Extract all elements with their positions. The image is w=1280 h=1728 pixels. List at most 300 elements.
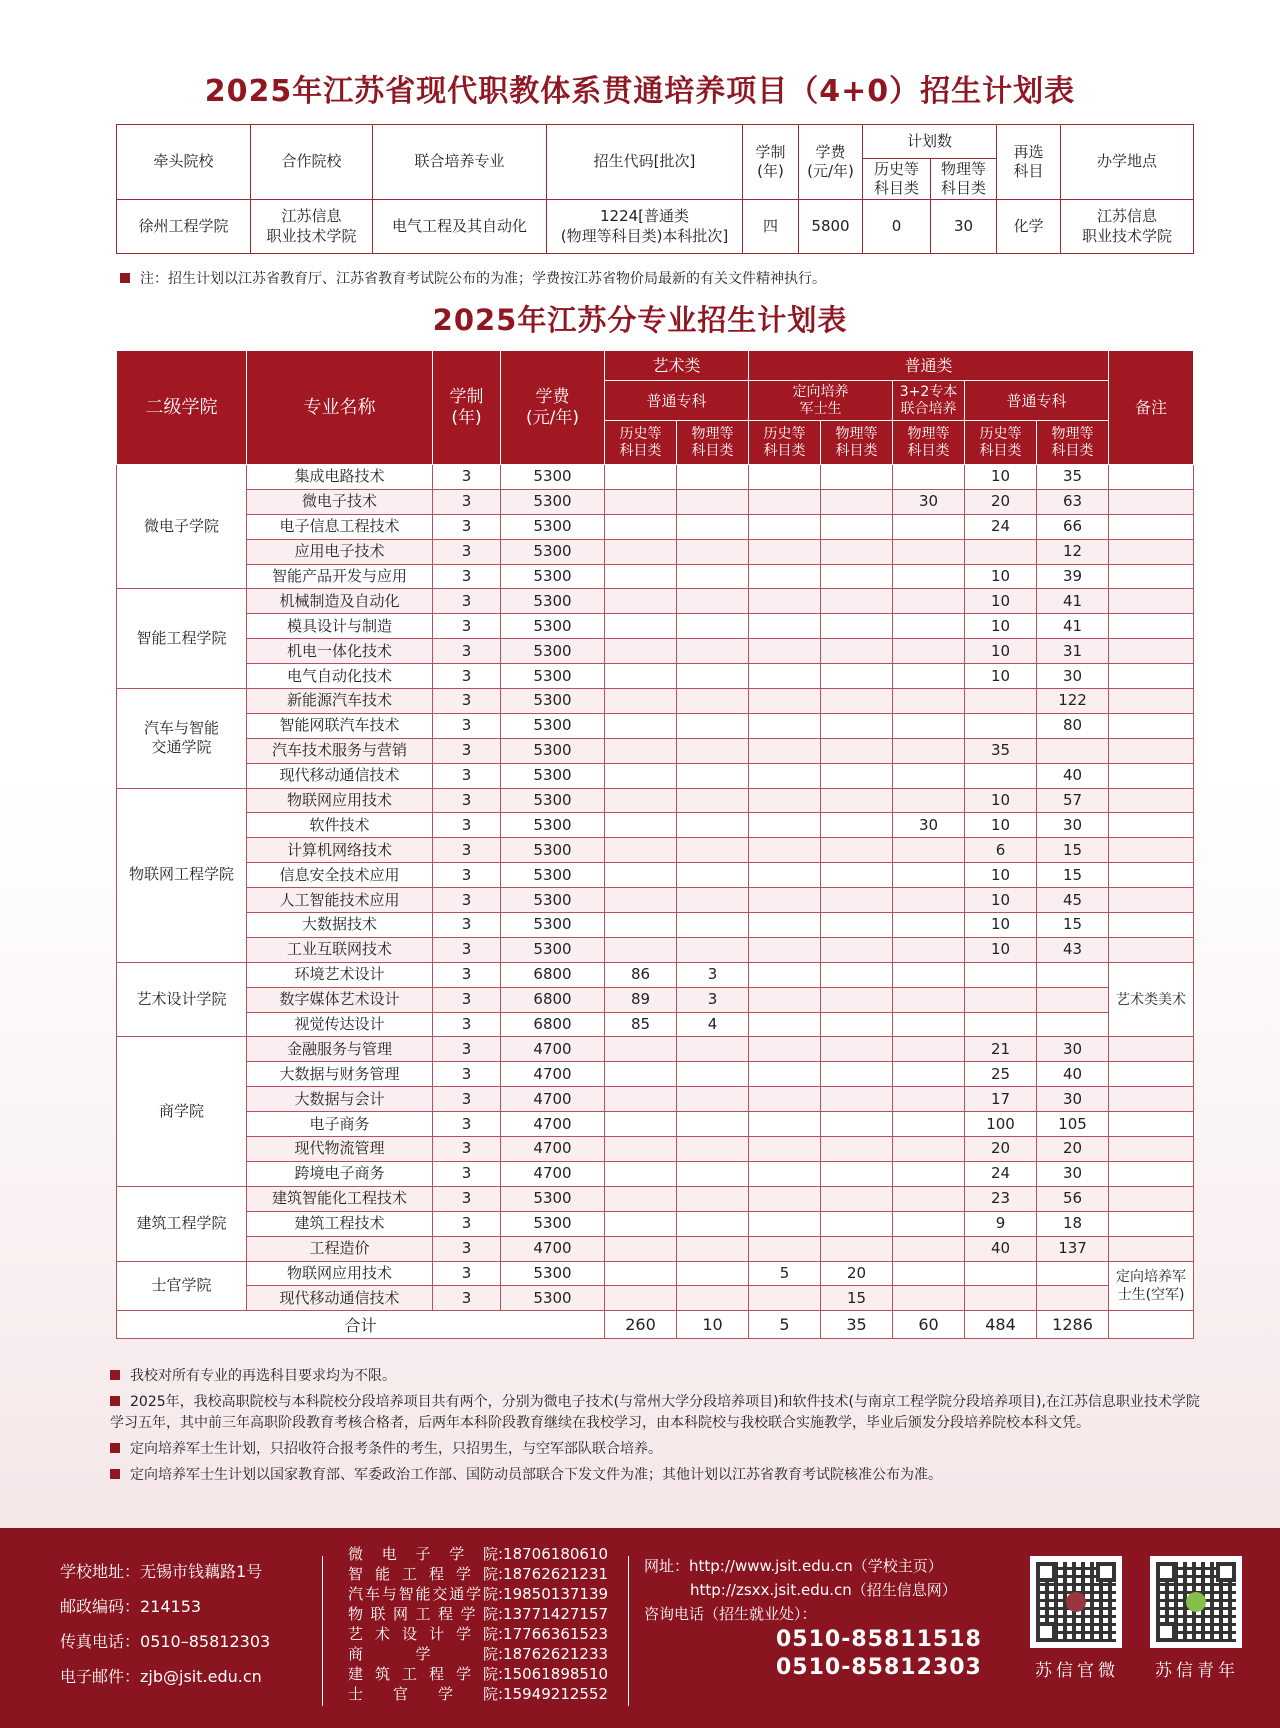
cell-value: 10: [965, 614, 1037, 639]
major-name: 数字媒体艺术设计: [247, 987, 433, 1012]
cell-value: [893, 713, 965, 738]
contact-key: 传真电话：: [60, 1632, 141, 1651]
cell-value: [821, 838, 893, 863]
remark-cell: [1109, 539, 1194, 564]
section-title: 2025年江苏分专业招生计划表: [432, 303, 848, 337]
cell-value: 10: [965, 888, 1037, 913]
th-regular: 普通专科: [965, 381, 1109, 421]
cell-value: [605, 713, 677, 738]
cell-value: [821, 1062, 893, 1087]
cell-value: [605, 589, 677, 614]
cell-value: [749, 639, 821, 664]
cell-value: [893, 1012, 965, 1037]
cell-value: [605, 888, 677, 913]
cell-value: 4700: [501, 1236, 605, 1261]
cell-value: [677, 1161, 749, 1186]
web-link-main[interactable]: http://www.jsit.edu.cn（学校主页）: [689, 1557, 943, 1575]
cell-value: 3: [433, 564, 501, 589]
remark-cell: [1109, 1137, 1194, 1162]
cell-value: 100: [965, 1112, 1037, 1137]
cell-value: 5300: [501, 888, 605, 913]
cell-value: 17: [965, 1087, 1037, 1112]
major-name: 软件技术: [247, 813, 433, 838]
remark-cell: [1109, 1236, 1194, 1261]
cell-value: [749, 664, 821, 689]
cell-value: 30: [893, 489, 965, 514]
remark-cell: [1109, 1062, 1194, 1087]
table-row: [117, 888, 1194, 913]
major-name: 模具设计与制造: [247, 614, 433, 639]
remark-cell: [1109, 888, 1194, 913]
qr-code-official: [1030, 1556, 1122, 1648]
th-years: 学制 (年): [743, 125, 799, 200]
major-name: 现代移动通信技术: [247, 763, 433, 788]
cell-value: [821, 937, 893, 962]
th-art-regular: 普通专科: [605, 381, 749, 421]
cell-value: 3: [433, 1062, 501, 1087]
cell-value: [677, 738, 749, 763]
qr-label-official: 苏信官微: [1035, 1661, 1119, 1681]
bullet-square-icon: [110, 1396, 120, 1406]
cell-value: [749, 1062, 821, 1087]
cell-value: 5300: [501, 664, 605, 689]
cell-value: [605, 1037, 677, 1062]
cell-value: [893, 913, 965, 938]
major-name: 工程造价: [247, 1236, 433, 1261]
cell-fee: 5800: [799, 200, 863, 254]
college-phone-number: :15061898510: [498, 1665, 609, 1683]
cell-value: 3: [433, 689, 501, 714]
cell-value: 30: [893, 813, 965, 838]
table-row: [117, 589, 1194, 614]
table-row: [117, 489, 1194, 514]
major-name: 物联网应用技术: [247, 788, 433, 813]
cell-value: [605, 1211, 677, 1236]
cell-value: [749, 1037, 821, 1062]
major-name: 现代物流管理: [247, 1137, 433, 1162]
th-fee: 学费 (元/年): [799, 125, 863, 200]
cell-value: [893, 564, 965, 589]
th-sub-phys-6: 物理等 科目类: [1037, 421, 1109, 465]
qr-code-youth: [1150, 1556, 1242, 1648]
table-row: [117, 738, 1194, 763]
note-text: 我校对所有专业的再选科目要求均为不限。: [130, 1368, 396, 1384]
th-joint: 3+2专本 联合培养: [893, 381, 965, 421]
major-name: 人工智能技术应用: [247, 888, 433, 913]
cell-value: [749, 937, 821, 962]
college-phone-line: [348, 1544, 608, 1564]
cell-value: [1037, 738, 1109, 763]
th-college: 二级学院: [117, 351, 247, 465]
major-name: 微电子技术: [247, 489, 433, 514]
cell-value: 3: [433, 1037, 501, 1062]
college-phone-name: 士官学院: [348, 1685, 498, 1703]
cell-value: 3: [433, 639, 501, 664]
cell-value: 56: [1037, 1186, 1109, 1211]
cell-value: 3: [433, 1112, 501, 1137]
cell-value: 5300: [501, 539, 605, 564]
page-title: 2025年江苏省现代职教体系贯通培养项目（4+0）招生计划表: [204, 74, 1076, 109]
table-row: [117, 1012, 1194, 1037]
cell-value: [677, 1112, 749, 1137]
consult-phone-2: 0510-85812303: [776, 1655, 982, 1680]
cell-value: [677, 664, 749, 689]
cell-value: [749, 713, 821, 738]
cell-value: 20: [965, 1137, 1037, 1162]
th-sub-hist-5: 历史等 科目类: [965, 421, 1037, 465]
cell-location: 江苏信息 职业技术学院: [1061, 200, 1194, 254]
cell-value: 5300: [501, 689, 605, 714]
cell-value: [677, 639, 749, 664]
cell-value: [677, 838, 749, 863]
cell-value: [605, 788, 677, 813]
cell-value: [893, 863, 965, 888]
cell-value: 3: [433, 962, 501, 987]
web-link-admission[interactable]: http://zsxx.jsit.edu.cn（招生信息网）: [690, 1581, 957, 1599]
cell-value: 4700: [501, 1112, 605, 1137]
cell-value: [821, 514, 893, 539]
cell-value: [893, 1087, 965, 1112]
major-name: 电气自动化技术: [247, 664, 433, 689]
cell-value: [605, 1087, 677, 1112]
cell-value: [677, 1137, 749, 1162]
cell-value: [605, 689, 677, 714]
cell-value: [605, 913, 677, 938]
bullet-square-icon: [110, 1370, 120, 1380]
cell-value: 4700: [501, 1161, 605, 1186]
contact-value: 无锡市钱藕路1号: [140, 1562, 263, 1581]
cell-value: [1037, 1261, 1109, 1286]
contact-info: [60, 1554, 270, 1694]
cell-value: 6800: [501, 1012, 605, 1037]
cell-value: [965, 1261, 1037, 1286]
cell-value: 3: [433, 713, 501, 738]
cell-value: 23: [965, 1186, 1037, 1211]
college-name: 建筑工程学院: [117, 1186, 247, 1261]
cell-value: 85: [605, 1012, 677, 1037]
cell-value: [605, 813, 677, 838]
college-name: 士官学院: [117, 1261, 247, 1311]
college-phone-name: 汽车与智能交通学院: [348, 1585, 498, 1603]
cell-value: [749, 913, 821, 938]
table-row: [117, 1062, 1194, 1087]
table-row: [117, 1137, 1194, 1162]
cell-value: 5: [749, 1261, 821, 1286]
major-name: 计算机网络技术: [247, 838, 433, 863]
cell-value: [893, 514, 965, 539]
cell-value: 3: [433, 913, 501, 938]
cell-value: [605, 863, 677, 888]
note-text: 2025年，我校高职院校与本科院校分段培养项目共有两个，分别为微电子技术(与常州大学分段培养项目)和软件技术(与南京工程学院分段培养项目),在江苏信息职业技术学院学习五年，其中前三年高职阶段教育考核合格者，后两年本科阶段教育继续在我校学习，由本科院校与我校联合实施教学，毕业后颁发分段培养院校本科文凭。: [110, 1394, 1200, 1431]
remark-cell: [1109, 1037, 1194, 1062]
cell-value: 20: [821, 1261, 893, 1286]
cell-value: [605, 1161, 677, 1186]
cell-value: [821, 1236, 893, 1261]
cell-value: [821, 888, 893, 913]
cell-value: [677, 1037, 749, 1062]
table-row: [117, 1261, 1194, 1286]
bullet-square-icon: [120, 273, 130, 283]
cell-value: [749, 788, 821, 813]
contact-line: [60, 1624, 270, 1659]
cell-value: 3: [433, 614, 501, 639]
cell-value: [893, 888, 965, 913]
cell-value: [605, 937, 677, 962]
cell-value: [1037, 962, 1109, 987]
cell-value: 3: [433, 1087, 501, 1112]
major-name: 智能网联汽车技术: [247, 713, 433, 738]
cell-value: 40: [1037, 1062, 1109, 1087]
cell-value: 15: [1037, 913, 1109, 938]
cell-value: 5300: [501, 1286, 605, 1311]
th-sub-hist-2: 历史等 科目类: [749, 421, 821, 465]
cell-value: [821, 1211, 893, 1236]
th-phys: 物理等 科目类: [931, 159, 997, 200]
cell-value: [821, 614, 893, 639]
notes-list: [110, 1366, 1200, 1491]
table-row: [117, 539, 1194, 564]
cell-value: 3: [433, 1012, 501, 1037]
cell-partner: 江苏信息 职业技术学院: [251, 200, 373, 254]
table-row: [117, 863, 1194, 888]
table-row: [117, 763, 1194, 788]
cell-value: [965, 987, 1037, 1012]
cell-value: [821, 689, 893, 714]
cell-hist: 0: [863, 200, 931, 254]
web-info: [644, 1554, 982, 1682]
cell-value: 15: [821, 1286, 893, 1311]
remark-cell: [1109, 465, 1194, 490]
cell-value: 105: [1037, 1112, 1109, 1137]
college-phone-line: [348, 1644, 608, 1664]
remark-cell: [1109, 763, 1194, 788]
cell-value: [749, 987, 821, 1012]
note-item: [110, 1439, 1200, 1460]
cell-value: [677, 763, 749, 788]
cell-value: 3: [433, 664, 501, 689]
college-phone-name: 微电子学院: [348, 1545, 498, 1563]
major-name: 智能产品开发与应用: [247, 564, 433, 589]
college-name: 物联网工程学院: [117, 788, 247, 962]
cell-value: [965, 763, 1037, 788]
college-phone-name: 建筑工程学院: [348, 1665, 498, 1683]
cell-value: [749, 813, 821, 838]
cell-value: 20: [1037, 1137, 1109, 1162]
table-row: [117, 1037, 1194, 1062]
cell-value: 3: [677, 962, 749, 987]
college-phone-line: [348, 1624, 608, 1644]
cell-value: 5300: [501, 913, 605, 938]
cell-value: [749, 863, 821, 888]
th-general: 普通类: [749, 351, 1109, 381]
cell-value: [677, 813, 749, 838]
cell-value: 3: [433, 1137, 501, 1162]
cell-value: 3: [433, 1186, 501, 1211]
cell-value: 6800: [501, 962, 605, 987]
total-value: 5: [749, 1311, 821, 1339]
cell-value: [893, 788, 965, 813]
cell-value: [605, 1186, 677, 1211]
cell-value: [749, 1236, 821, 1261]
cell-value: [893, 1112, 965, 1137]
cell-value: [893, 1137, 965, 1162]
major-name: 应用电子技术: [247, 539, 433, 564]
cell-value: [821, 639, 893, 664]
note-item: [110, 1465, 1200, 1486]
cell-value: 3: [433, 489, 501, 514]
cell-value: 3: [433, 838, 501, 863]
cell-value: 30: [1037, 1161, 1109, 1186]
cell-value: [893, 838, 965, 863]
th-code: 招生代码[批次]: [547, 125, 743, 200]
cell-value: 3: [433, 589, 501, 614]
th-lead: 牵头院校: [117, 125, 251, 200]
cell-value: [749, 689, 821, 714]
table-row: [117, 1236, 1194, 1261]
cell-value: [821, 813, 893, 838]
cell-value: [605, 514, 677, 539]
cell-value: 3: [433, 1286, 501, 1311]
cell-value: 3: [433, 1211, 501, 1236]
cell-value: [677, 489, 749, 514]
total-label: 合计: [117, 1311, 605, 1339]
remark-cell: [1109, 614, 1194, 639]
cell-value: [893, 664, 965, 689]
th-hist: 历史等 科目类: [863, 159, 931, 200]
table-row: [117, 937, 1194, 962]
total-value: 60: [893, 1311, 965, 1339]
cell-value: [749, 1012, 821, 1037]
cell-value: 5300: [501, 514, 605, 539]
major-name: 大数据技术: [247, 913, 433, 938]
cell-value: [677, 465, 749, 490]
remark-cell: [1109, 713, 1194, 738]
th-remark: 备注: [1109, 351, 1194, 465]
cell-value: 10: [965, 863, 1037, 888]
major-name: 汽车技术服务与营销: [247, 738, 433, 763]
college-phone-line: [348, 1564, 608, 1584]
qr-label-youth: 苏信青年: [1155, 1661, 1239, 1681]
major-name: 建筑工程技术: [247, 1211, 433, 1236]
cell-value: [749, 589, 821, 614]
cell-lead: 徐州工程学院: [117, 200, 251, 254]
college-phone-line: [348, 1604, 608, 1624]
note-item: [110, 1392, 1200, 1434]
major-name: 电子信息工程技术: [247, 514, 433, 539]
footer: [0, 1528, 1280, 1728]
cell-value: [749, 1137, 821, 1162]
th-sub-hist-0: 历史等 科目类: [605, 421, 677, 465]
cell-value: [677, 1062, 749, 1087]
cell-value: [893, 614, 965, 639]
table-row: [117, 689, 1194, 714]
cell-value: 137: [1037, 1236, 1109, 1261]
cell-value: 40: [965, 1236, 1037, 1261]
joint-program-table: [116, 124, 1194, 254]
cell-value: 4700: [501, 1137, 605, 1162]
divider: [322, 1556, 323, 1706]
cell-value: 3: [433, 1261, 501, 1286]
cell-value: [893, 1286, 965, 1311]
cell-value: [821, 788, 893, 813]
cell-value: [821, 962, 893, 987]
major-name: 新能源汽车技术: [247, 689, 433, 714]
cell-value: [749, 514, 821, 539]
cell-value: 3: [433, 937, 501, 962]
cell-value: 10: [965, 589, 1037, 614]
cell-value: [749, 564, 821, 589]
cell-value: 20: [965, 489, 1037, 514]
major-name: 机电一体化技术: [247, 639, 433, 664]
cell-value: [677, 1087, 749, 1112]
cell-value: [605, 1261, 677, 1286]
cell-value: 6800: [501, 987, 605, 1012]
th-partner: 合作院校: [251, 125, 373, 200]
cell-value: 10: [965, 465, 1037, 490]
college-name: 微电子学院: [117, 465, 247, 589]
cell-value: [821, 738, 893, 763]
cell-value: [821, 1161, 893, 1186]
cell-value: 5300: [501, 614, 605, 639]
cell-value: 18: [1037, 1211, 1109, 1236]
cell-value: 10: [965, 639, 1037, 664]
cell-value: [605, 1286, 677, 1311]
cell-value: [749, 962, 821, 987]
cell-value: [605, 465, 677, 490]
contact-value: zjb@jsit.edu.cn: [140, 1667, 262, 1686]
table-row: [117, 1161, 1194, 1186]
th-fee: 学费 (元/年): [501, 351, 605, 465]
college-phone-number: :15949212552: [498, 1685, 609, 1703]
cell-value: 3: [433, 888, 501, 913]
table-row: [117, 962, 1194, 987]
cell-value: 86: [605, 962, 677, 987]
cell-value: 57: [1037, 788, 1109, 813]
cell-value: 5300: [501, 763, 605, 788]
cell-value: 10: [965, 913, 1037, 938]
cell-value: [893, 639, 965, 664]
cell-value: [749, 614, 821, 639]
cell-value: [821, 1112, 893, 1137]
table-row: [117, 564, 1194, 589]
cell-value: [821, 987, 893, 1012]
cell-value: 43: [1037, 937, 1109, 962]
cell-value: [749, 539, 821, 564]
cell-value: [821, 1037, 893, 1062]
college-name: 艺术设计学院: [117, 962, 247, 1037]
th-sub-phys-4: 物理等 科目类: [893, 421, 965, 465]
th-sub-phys-1: 物理等 科目类: [677, 421, 749, 465]
cell-value: [677, 713, 749, 738]
table-row: [117, 514, 1194, 539]
cell-value: 31: [1037, 639, 1109, 664]
th-sub-phys-3: 物理等 科目类: [821, 421, 893, 465]
cell-value: [677, 863, 749, 888]
college-phone-name: 物联网工程学院: [348, 1605, 498, 1623]
cell-value: [893, 1236, 965, 1261]
cell-value: [749, 465, 821, 490]
remark-cell: [1109, 489, 1194, 514]
college-phone-number: :17766361523: [498, 1625, 609, 1643]
cell-value: [677, 539, 749, 564]
table-row: [117, 813, 1194, 838]
cell-value: [677, 937, 749, 962]
cell-value: 5300: [501, 713, 605, 738]
cell-value: 30: [1037, 813, 1109, 838]
major-name: 现代移动通信技术: [247, 1286, 433, 1311]
college-name: 商学院: [117, 1037, 247, 1186]
cell-value: [821, 489, 893, 514]
